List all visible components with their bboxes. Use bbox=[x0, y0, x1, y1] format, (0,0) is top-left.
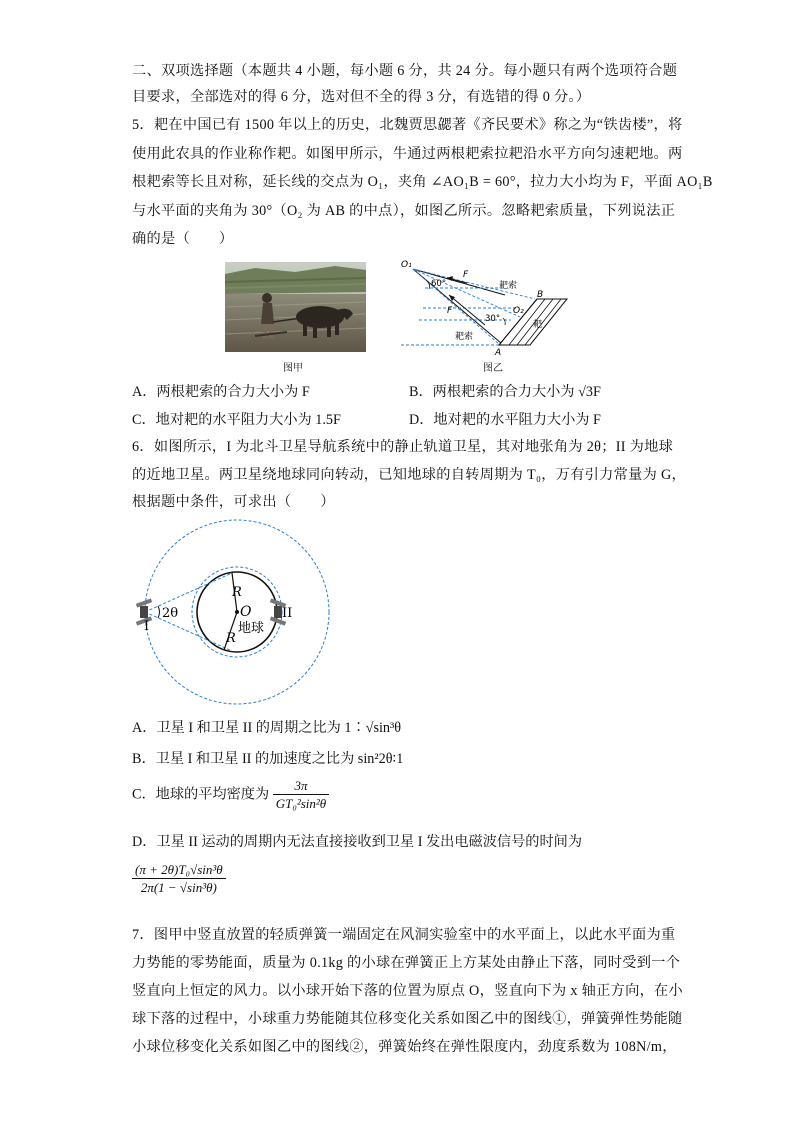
q5-stem-line-4: 与水平面的夹角为 30°（O₂ 为 AB 的中点），如图乙所示。忽略耙索质量，下列说法正 bbox=[132, 203, 676, 219]
label-f-bottom: F bbox=[447, 306, 453, 316]
label-angle-30: 30° bbox=[485, 314, 501, 324]
section-header-line-2: 目要求，全部选对的得 6 分，选对但不全的得 3 分，有选错的得 0 分。） bbox=[132, 89, 591, 105]
q6-option-c-numerator: 3π bbox=[273, 778, 330, 795]
q5-stem-line-5: 确的是（ ） bbox=[132, 231, 234, 247]
q5-option-c[interactable]: C．地对耙的水平阻力大小为 1.5F bbox=[132, 412, 341, 428]
label-angle-60: 60° bbox=[431, 279, 447, 289]
q5-option-a[interactable]: A．两根耙索的合力大小为 F bbox=[132, 384, 310, 400]
section-header-line-1: 二、双项选择题（本题共 4 小题，每小题 6 分，共 24 分。每小题只有两个选项符合题 bbox=[132, 63, 678, 79]
q6-option-c-prefix: C．地球的平均密度为 bbox=[132, 786, 270, 803]
q6-stem-line-2: 的近地卫星。两卫星绕地球同向转动，已知地球的自转周期为 T₀，万有引力常量为 G， bbox=[132, 467, 687, 483]
q6-option-c-denominator: GT₀²sin²θ bbox=[275, 796, 327, 811]
label-rake: 耙 bbox=[533, 320, 543, 330]
label-earth: 地球 bbox=[238, 621, 265, 636]
label-f-top: F bbox=[463, 270, 469, 280]
label-center-o: O bbox=[240, 604, 252, 620]
fig-b-caption: 图乙 bbox=[483, 363, 503, 374]
q6-option-d-denominator: 2π(1 − √sin³θ) bbox=[140, 880, 217, 895]
label-rope-top: 耙索 bbox=[499, 281, 518, 291]
label-a: A bbox=[495, 348, 502, 358]
ox-plowing-photo bbox=[225, 262, 366, 352]
label-o2: O₂ bbox=[513, 306, 524, 316]
q5-stem-line-2: 使用此农具的作业称作耙。如图甲所示，牛通过两根耙索拉耙沿水平方向匀速耙地。两 bbox=[132, 146, 683, 162]
q6-option-d-formula bbox=[132, 862, 226, 896]
label-b: B bbox=[537, 290, 544, 300]
q6-option-b[interactable]: B．卫星 I 和卫星 II 的加速度之比为 sin²2θ∶1 bbox=[132, 751, 404, 767]
label-r-bottom: R bbox=[226, 631, 236, 646]
rake-force-diagram bbox=[395, 255, 595, 365]
fig-a-caption: 图甲 bbox=[283, 363, 303, 374]
label-r-top: R bbox=[232, 585, 242, 600]
label-o1: O₁ bbox=[401, 260, 412, 270]
q7-stem-line-4: 球下落的过程中，小球重力势能随其位移变化关系如图乙中的图线①，弹簧弹性势能随 bbox=[132, 1011, 683, 1027]
q5-stem-line-3: 根耙索等长且对称，延长线的交点为 O₁，夹角 ∠AO₁B = 60°，拉力大小均为 F，平面 AO₁B bbox=[132, 174, 713, 190]
label-sat-2: II bbox=[282, 606, 293, 621]
q6-stem-line-3: 根据题中条件，可求出（ ） bbox=[132, 494, 335, 510]
q5-option-b[interactable]: B．两根耙索的合力大小为 √3F bbox=[409, 384, 601, 400]
label-rope-bottom: 耙索 bbox=[455, 332, 474, 342]
q6-option-a[interactable]: A．卫星 I 和卫星 II 的周期之比为 1∶√sin³θ bbox=[132, 720, 402, 736]
q6-option-d-fraction bbox=[132, 862, 226, 896]
q6-option-c[interactable] bbox=[132, 778, 329, 812]
q5-stem-line-1: 5．耙在中国已有 1500 年以上的历史，北魏贾思勰著《齐民要术》称之为“铁齿楼”，将 bbox=[132, 117, 683, 133]
q7-stem-line-5: 小球位移变化关系如图乙中的图线②，弹簧始终在弹性限度内，劲度系数为 108N/m， bbox=[132, 1039, 677, 1055]
q6-option-d[interactable]: D．卫星 II 运动的周期内无法直接接收到卫星 I 发出电磁波信号的时间为 bbox=[132, 834, 583, 850]
label-angle-2theta: 2θ bbox=[162, 606, 179, 621]
q6-option-c-fraction bbox=[273, 778, 330, 812]
q5-option-d[interactable]: D．地对耙的水平阻力大小为 F bbox=[409, 412, 601, 428]
q7-stem-line-3: 竖直向上恒定的风力。以小球开始下落的位置为原点 O，竖直向下为 x 轴正方向，在小 bbox=[132, 983, 684, 999]
q6-stem-line-1: 6．如图所示，I 为北斗卫星导航系统中的静止轨道卫星，其对地张角为 2θ；II 为地球 bbox=[132, 439, 674, 455]
q6-option-d-numerator: (π + 2θ)T₀√sin³θ bbox=[132, 862, 226, 879]
q7-stem-line-1: 7．图甲中竖直放置的轻质弹簧一端固定在风洞实验室中的水平面上，以此水平面为重 bbox=[132, 927, 676, 943]
label-sat-1: I bbox=[144, 619, 150, 634]
satellite-orbit-diagram bbox=[126, 512, 346, 722]
q7-stem-line-2: 力势能的零势能面，质量为 0.1kg 的小球在弹簧正上方某处由静止下落，同时受到一个 bbox=[132, 955, 681, 971]
